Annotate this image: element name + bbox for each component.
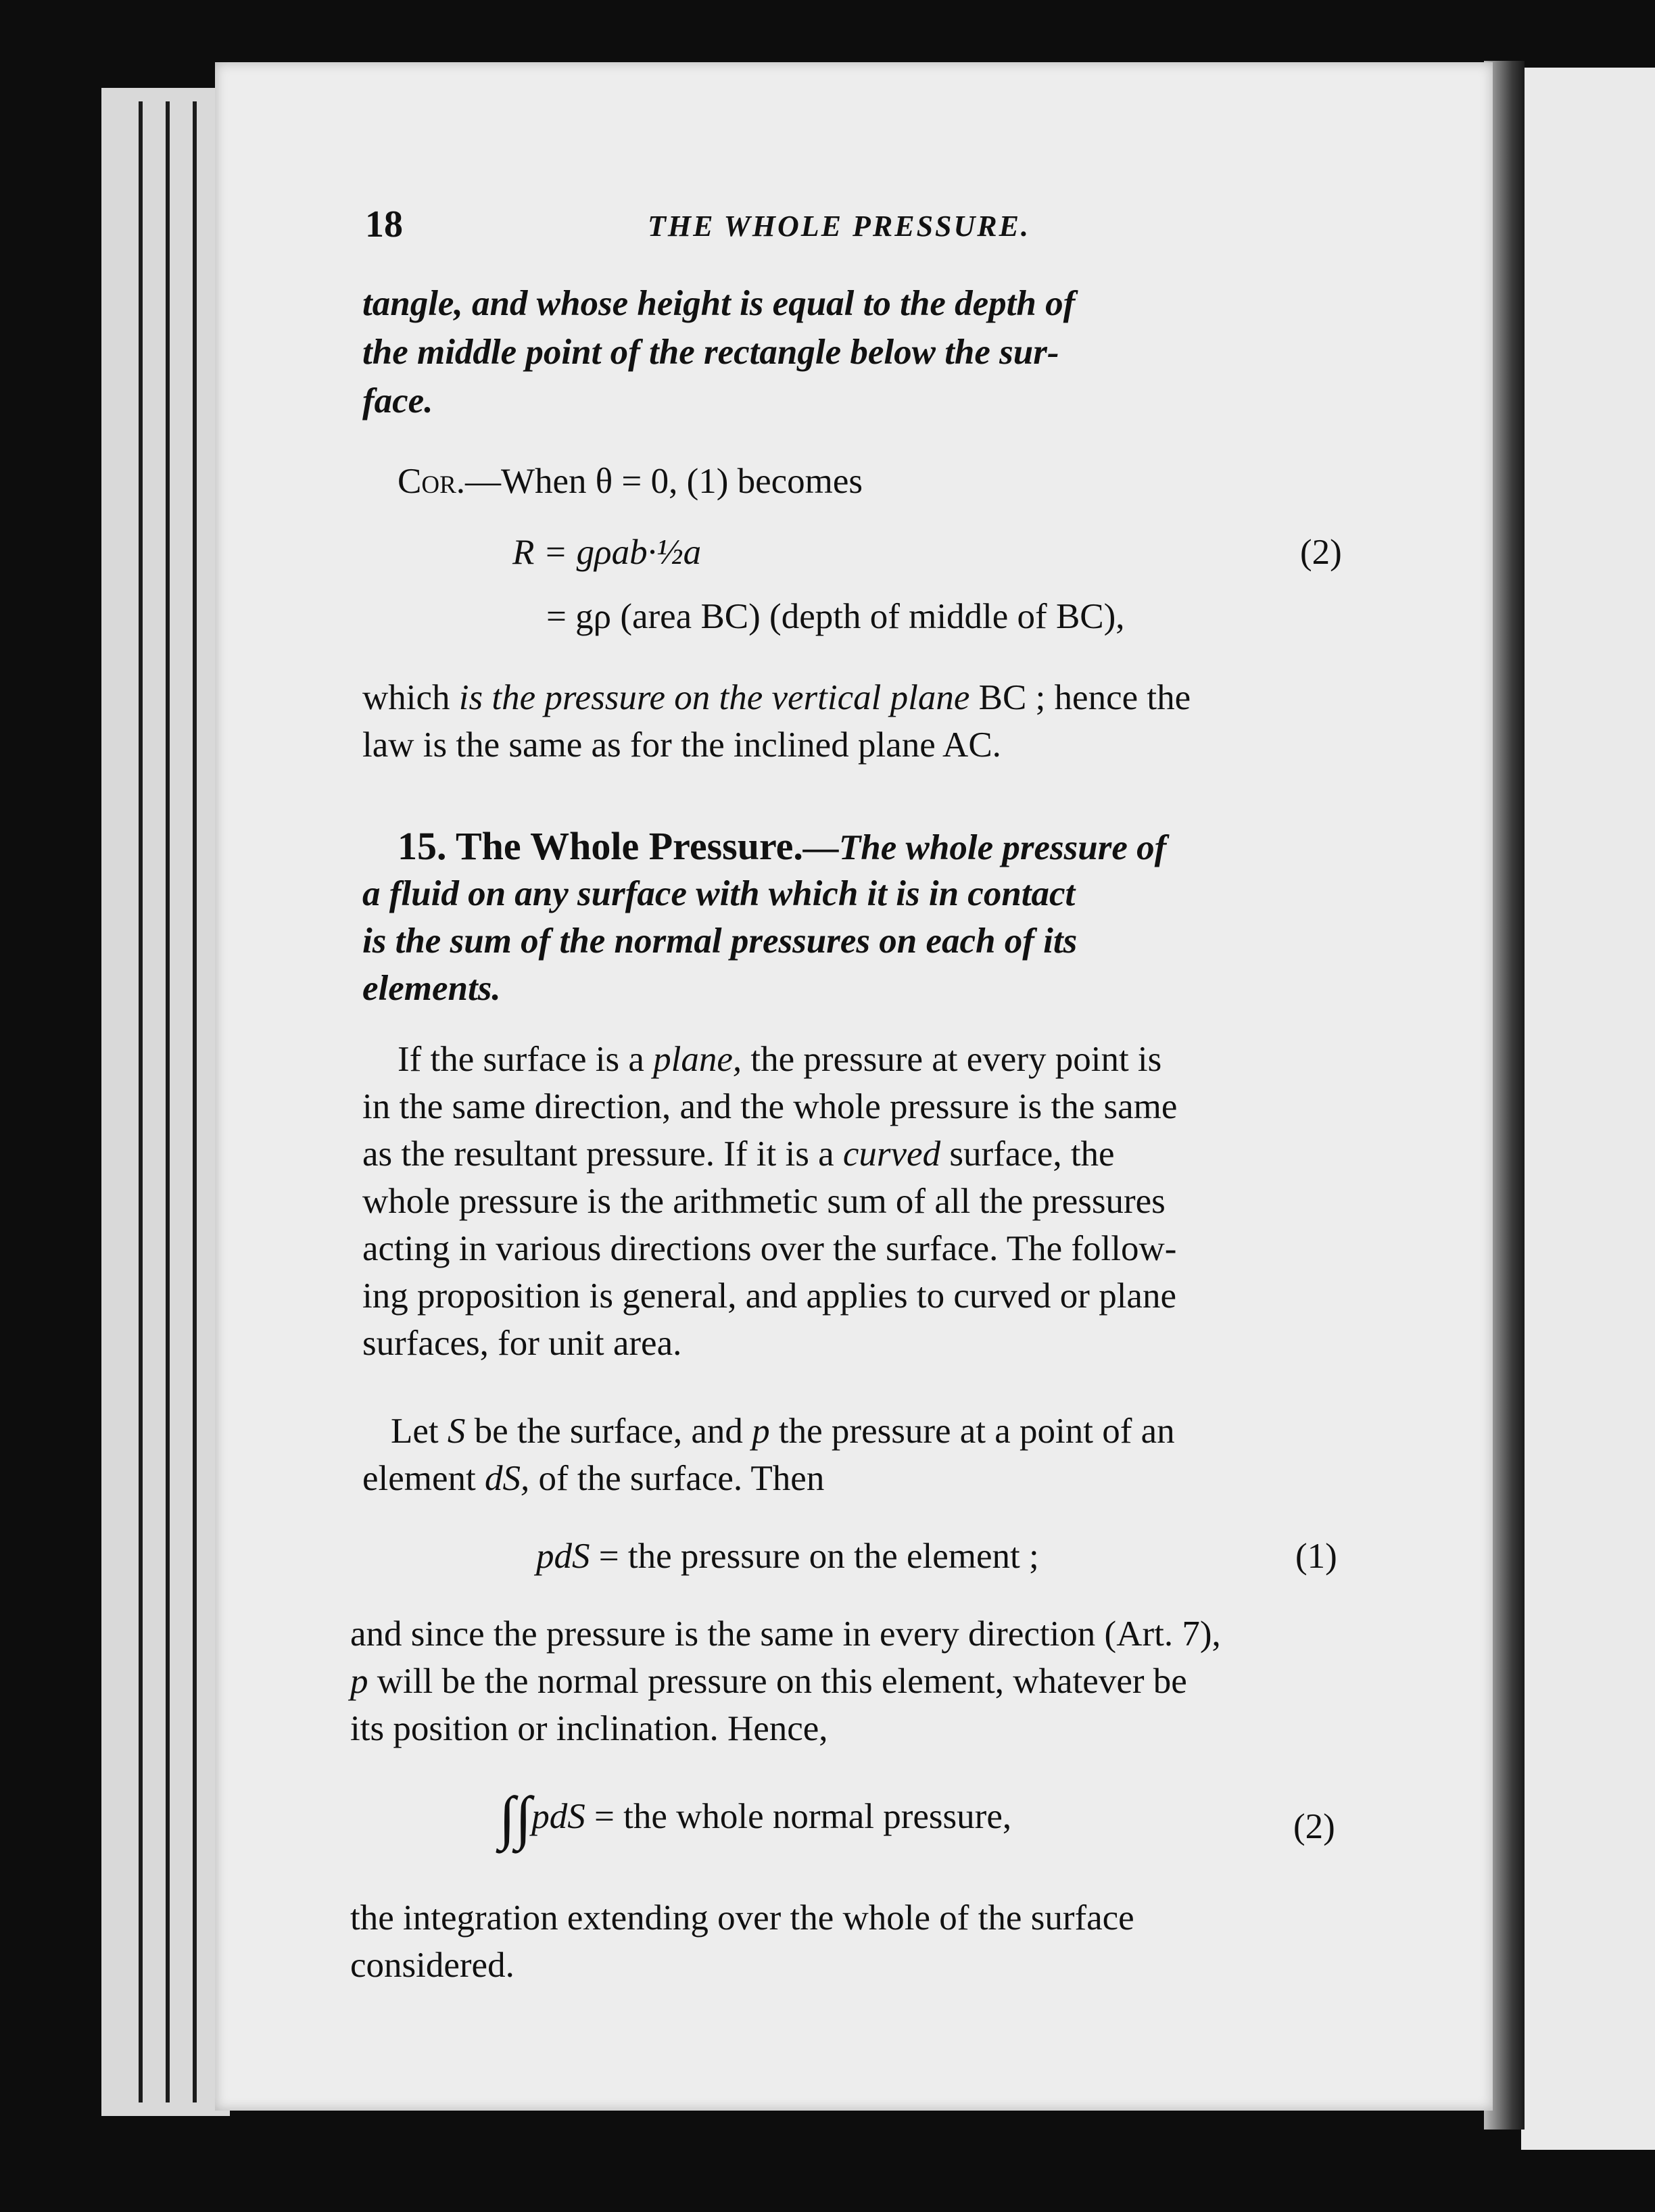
text-line bbox=[362, 1130, 1115, 1178]
page-edge-line bbox=[139, 101, 143, 2102]
text-span: curved bbox=[842, 1134, 941, 1174]
text-span: as the resultant pressure. If it is a bbox=[362, 1134, 843, 1174]
text-line: acting in various directions over the surface. The follow- bbox=[362, 1229, 1177, 1268]
text-line bbox=[362, 674, 1191, 721]
page-number: 18 bbox=[365, 203, 403, 245]
text-span: plane, bbox=[653, 1040, 742, 1079]
text-line: surfaces, for unit area. bbox=[362, 1324, 682, 1363]
corollary-label: Cor. bbox=[398, 462, 465, 501]
equation-term: = the pressure on the element ; bbox=[590, 1537, 1039, 1576]
text-line: ing proposition is general, and applies to curved or plane bbox=[362, 1276, 1176, 1316]
text-line: in the same direction, and the whole pressure is the same bbox=[362, 1087, 1178, 1126]
text-line: tangle, and whose height is equal to the depth of bbox=[362, 284, 1076, 323]
running-title: THE WHOLE PRESSURE. bbox=[648, 210, 1030, 243]
text-span: dS, bbox=[485, 1459, 530, 1498]
equation-term: pdS bbox=[536, 1537, 590, 1576]
text-line bbox=[398, 1036, 1161, 1083]
text-line: elements. bbox=[362, 969, 501, 1008]
equation-2 bbox=[499, 1785, 1012, 1851]
equation-2b: = gρ (area BC) (depth of middle of BC), bbox=[546, 597, 1125, 636]
text-line: and since the pressure is the same in every direction (Art. 7), bbox=[350, 1614, 1221, 1654]
page-edge-line bbox=[193, 101, 197, 2102]
text-span: will be the normal pressure on this element, whatever be bbox=[368, 1662, 1187, 1701]
equation-number: (1) bbox=[1295, 1537, 1337, 1576]
text-span: If the surface is a bbox=[398, 1040, 654, 1079]
text-span: surface, the bbox=[940, 1134, 1115, 1174]
text-span: S bbox=[447, 1412, 466, 1451]
text-span: be the surface, and bbox=[465, 1412, 752, 1451]
equation-1 bbox=[536, 1533, 1039, 1580]
text-line: face. bbox=[362, 381, 433, 420]
text-span: Let bbox=[391, 1412, 448, 1451]
text-span: BC ; hence the bbox=[969, 678, 1191, 717]
section-heading-line bbox=[398, 823, 1166, 871]
text-line: whole pressure is the arithmetic sum of all the pressures bbox=[362, 1182, 1166, 1221]
integral-sign: ∫∫ bbox=[499, 1785, 532, 1851]
text-span: the pressure at every point is bbox=[742, 1040, 1162, 1079]
equation-term: = the whole normal pressure, bbox=[585, 1797, 1012, 1836]
facing-page bbox=[1521, 68, 1655, 2150]
text-span: p bbox=[752, 1412, 770, 1451]
text-line bbox=[350, 1658, 1187, 1705]
text-line bbox=[391, 1408, 1175, 1455]
text-span: element bbox=[362, 1459, 485, 1498]
section-heading: 15. The Whole Pressure. bbox=[398, 824, 803, 868]
text-line: the integration extending over the whole of the surface bbox=[350, 1898, 1134, 1938]
corollary-line bbox=[398, 458, 863, 505]
equation-2a: R = gρab·½a bbox=[512, 533, 702, 572]
text-span: which bbox=[362, 678, 459, 717]
text-line: a fluid on any surface with which it is in contact bbox=[362, 874, 1076, 913]
equation-term: pdS bbox=[531, 1797, 585, 1836]
text-line: is the sum of the normal pressures on each of its bbox=[362, 921, 1078, 961]
text-line: considered. bbox=[350, 1946, 514, 1985]
text-span: of the surface. Then bbox=[529, 1459, 825, 1498]
book-page bbox=[215, 62, 1493, 2111]
text-span: p bbox=[350, 1662, 368, 1701]
text-line: its position or inclination. Hence, bbox=[350, 1709, 828, 1748]
corollary-text: —When θ = 0, (1) becomes bbox=[465, 462, 863, 501]
section-definition: —The whole pressure of bbox=[802, 828, 1167, 867]
text-span: is the pressure on the vertical plane bbox=[458, 678, 970, 717]
text-line: law is the same as for the inclined plane AC. bbox=[362, 725, 1001, 765]
equation-number: (2) bbox=[1293, 1807, 1335, 1846]
page-edge-line bbox=[166, 101, 170, 2102]
equation-number: (2) bbox=[1300, 533, 1342, 572]
text-line bbox=[362, 1455, 824, 1502]
text-line: the middle point of the rectangle below the sur- bbox=[362, 333, 1059, 372]
text-span: the pressure at a point of an bbox=[769, 1412, 1175, 1451]
